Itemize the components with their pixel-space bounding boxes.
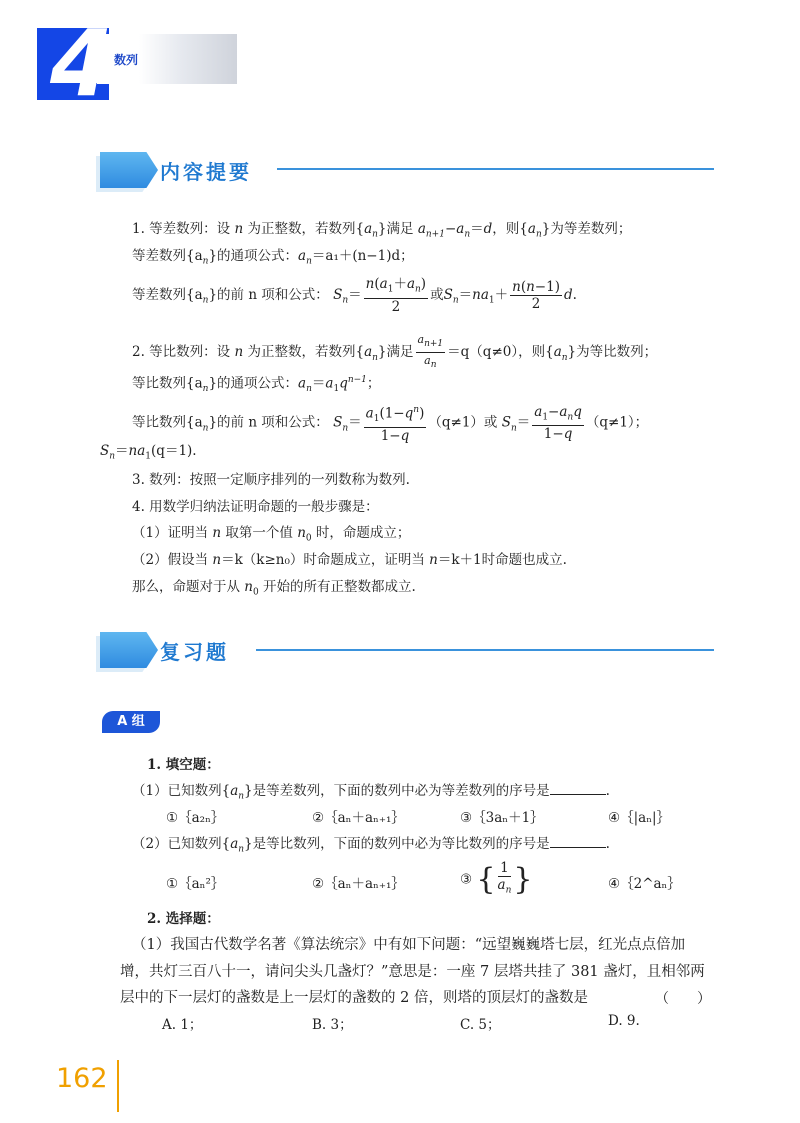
- question-1-sub-2-option-3: ③ { $\frac{1}{a_n}$ }: [460, 860, 533, 897]
- chapter-number: 4: [50, 10, 111, 117]
- question-2-option-d: D. 9.: [608, 1013, 640, 1029]
- question-2-title: 2. 选择题：: [147, 911, 220, 927]
- question-1-sub-1-option-4: ④｛|aₙ|｝: [608, 810, 671, 826]
- answer-blank[interactable]: [550, 833, 606, 848]
- question-2-option-a: A. 1；: [162, 1017, 203, 1033]
- summary-item-4-step-2: （2）假设当 n＝k（k≥n₀）时命题成立，证明当 n＝k＋1时命题也成立.: [132, 552, 567, 568]
- section-arrow-icon: [100, 632, 158, 668]
- chapter-title: 数列: [114, 53, 139, 67]
- question-1-sub-2-option-4: ④｛2^aₙ｝: [608, 876, 681, 892]
- question-2-option-b: B. 3；: [312, 1017, 353, 1033]
- question-1-sub-2-option-2: ②｛aₙ＋aₙ₊₁｝: [312, 876, 405, 892]
- summary-item-2: 2. 等比数列：设 n 为正整数，若数列$\{a_n\}$满足 $\frac{a_{n+1}}{a_n}$ ＝q（q≠0），则$\{a_n\}$为等比数列；: [132, 333, 658, 371]
- question-2-option-c: C. 5；: [460, 1017, 501, 1033]
- section-divider: [256, 649, 714, 651]
- question-2-line-2: 增，共灯三百八十一，请问尖头几盏灯？”意思是：一座 7 层塔共挂了 381 盏灯，且相邻两: [120, 964, 705, 980]
- section-title-review: 复习题: [160, 640, 229, 664]
- summary-item-2-sum-q1: $S_n=na_1(q=1)$.: [100, 443, 197, 462]
- question-1-sub-1-option-1: ①｛a₂ₙ｝: [166, 810, 225, 826]
- question-1-sub-1-option-3: ③｛3aₙ＋1｝: [460, 810, 544, 826]
- question-1-title: 1. 填空题：: [147, 757, 220, 773]
- summary-item-4-step-1: （1）证明当 n 取第一个值 $n_0$ 时，命题成立；: [132, 525, 411, 544]
- summary-item-3: 3. 数列：按照一定顺序排列的一列数称为数列.: [132, 472, 410, 488]
- question-1-sub-2-option-1: ①｛aₙ²｝: [166, 876, 225, 892]
- question-1-sub-2: （2）已知数列$\{a_n\}$是等比数列，下面的数列中必为等比数列的序号是 .: [132, 833, 610, 860]
- question-2-line-3: 层中的下一层灯的盏数是上一层灯的盏数的 2 倍，则塔的顶层灯的盏数是: [120, 990, 588, 1006]
- page-number-rule: [117, 1060, 119, 1112]
- summary-item-1-sum: 等差数列$\{a_n\}$的前 n 项和公式： $S_n=$ $\frac{n(a_1+a_n)}{2}$ 或$S_n=na_1+$ $\frac{n(n-1)}{2}$ d.: [132, 276, 577, 315]
- section-arrow-icon: [100, 152, 158, 188]
- page-number: 162: [56, 1063, 108, 1094]
- group-a-badge: A 组: [102, 711, 160, 733]
- summary-item-2-sum: 等比数列$\{a_n\}$的前 n 项和公式： $S_n=$ $\frac{a_1(1-q^n)}{1-q}$ （q≠1）或 $S_n=$ $\frac{a_1-a_nq}{1-q}$ （q≠1）；: [132, 403, 649, 445]
- answer-blank[interactable]: [550, 780, 606, 795]
- summary-item-4: 4. 用数学归纳法证明命题的一般步骤是：: [132, 499, 379, 515]
- question-2-line-1: （1）我国古代数学名著《算法统宗》中有如下问题：“远望巍巍塔七层，红光点点倍加: [132, 937, 686, 953]
- summary-item-1-general-term: 等差数列$\{a_n\}$的通项公式：$a_n=a_1+(n-1)d$；: [132, 248, 414, 267]
- summary-item-1: 1. 等差数列：设 n 为正整数，若数列$\{a_n\}$满足 $a_{n+1}-a_n=d$，则$\{a_n\}$为等差数列；: [132, 221, 632, 240]
- question-1-sub-1: （1）已知数列$\{a_n\}$是等差数列，下面的数列中必为等差数列的序号是 .: [132, 780, 610, 807]
- summary-item-4-conclusion: 那么，命题对于从 $n_0$ 开始的所有正整数都成立.: [132, 579, 416, 598]
- answer-bracket[interactable]: （ ）: [655, 991, 711, 1007]
- summary-item-2-general-term: 等比数列$\{a_n\}$的通项公式：$a_n=a_1q^{n-1}$；: [132, 375, 381, 395]
- question-1-sub-1-option-2: ②｛aₙ＋aₙ₊₁｝: [312, 810, 405, 826]
- section-title-summary: 内容提要: [160, 160, 252, 184]
- section-divider: [277, 168, 714, 170]
